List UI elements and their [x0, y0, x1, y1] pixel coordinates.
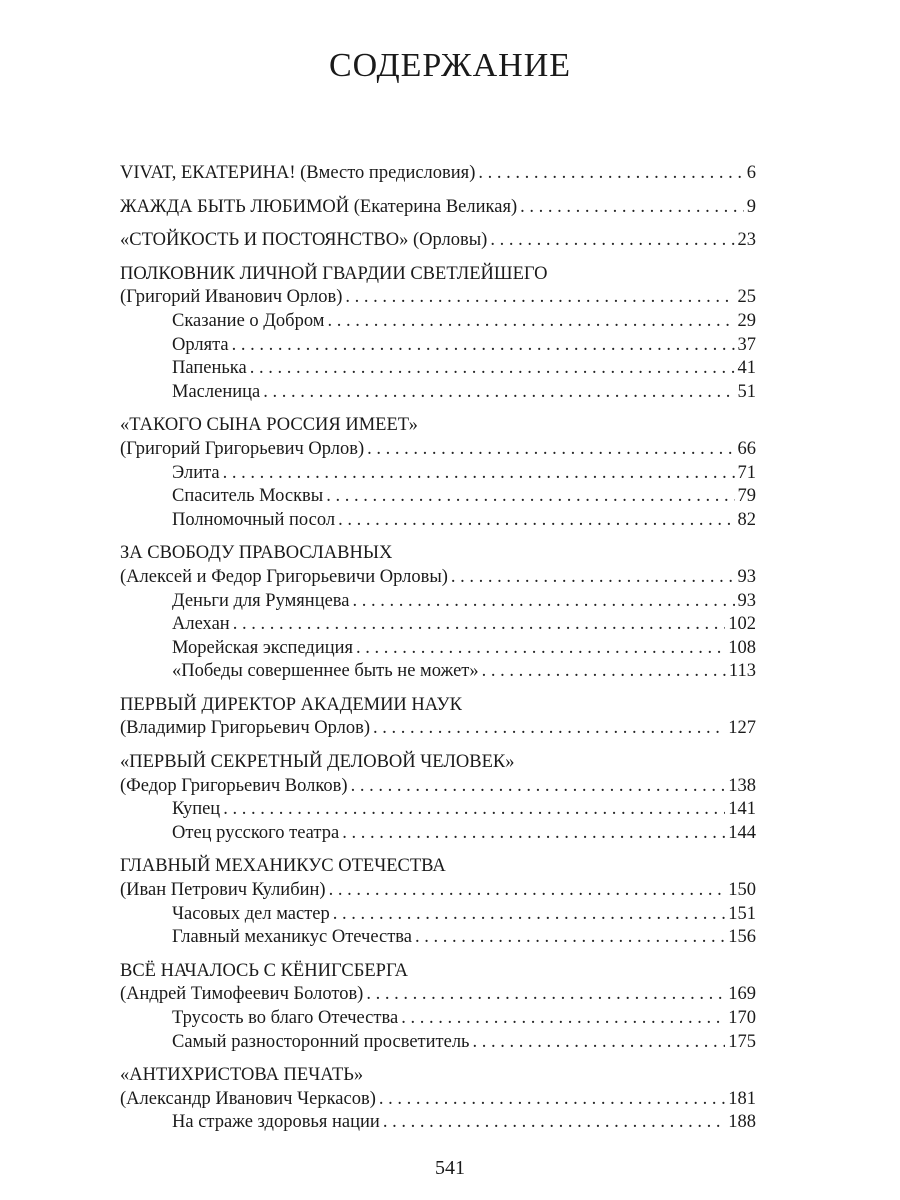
entry-page: 82: [737, 509, 756, 530]
dot-leader: [482, 660, 726, 684]
entry-page: 141: [728, 799, 756, 820]
entry-title: (Федор Григорьевич Волков): [120, 775, 348, 796]
entry-title: (Андрей Тимофеевич Болотов): [120, 984, 364, 1005]
toc-section: [120, 751, 756, 845]
section-heading: ЗА СВОБОДУ ПРАВОСЛАВНЫХ: [120, 543, 393, 564]
entry-page: 9: [746, 196, 756, 217]
section-heading: «АНТИХРИСТОВА ПЕЧАТЬ»: [120, 1065, 364, 1086]
dot-leader: [233, 613, 726, 637]
toc-entry: [120, 566, 756, 590]
toc-subentry: [120, 926, 756, 950]
entry-page: 108: [728, 637, 756, 658]
dot-leader: [223, 798, 725, 822]
dot-leader: [379, 1088, 725, 1112]
entry-title: Алехан: [172, 614, 230, 635]
toc-subentry: [120, 637, 756, 661]
dot-leader: [373, 717, 725, 741]
toc-section: [120, 542, 756, 684]
entry-page: 71: [737, 462, 756, 483]
entry-title: Часовых дел мастер: [172, 903, 330, 924]
entry-page: 37: [737, 334, 756, 355]
toc-subentry: [120, 613, 756, 637]
entry-page: 66: [737, 438, 756, 459]
section-heading: ВСЁ НАЧАЛОСЬ С КЁНИГСБЕРГА: [120, 960, 408, 981]
entry-title: Спаситель Москвы: [172, 486, 324, 507]
toc-subentry: [120, 1031, 756, 1055]
dot-leader: [366, 983, 725, 1007]
toc-section: [120, 1064, 756, 1135]
toc-subentry: [120, 590, 756, 614]
entry-page: 150: [728, 880, 756, 901]
dot-leader: [415, 926, 725, 950]
dot-leader: [478, 162, 743, 186]
toc-section: [120, 414, 756, 532]
dot-leader: [327, 310, 734, 334]
entry-title: Масленица: [172, 381, 261, 402]
entry-page: 29: [737, 310, 756, 331]
dot-leader: [329, 879, 726, 903]
entry-title: Главный механикус Отечества: [172, 927, 413, 948]
entry-title: Сказание о Добром: [172, 310, 325, 331]
entry-title: Деньги для Румянцева: [172, 590, 350, 611]
entry-page: 93: [737, 566, 756, 587]
toc-subentry: [120, 798, 756, 822]
entry-page: 113: [728, 661, 756, 682]
page-title: СОДЕРЖАНИЕ: [328, 47, 572, 84]
entry-title: (Александр Иванович Черкасов): [120, 1088, 376, 1109]
toc-subentry: [120, 660, 756, 684]
section-heading: «ТАКОГО СЫНА РОССИЯ ИМЕЕТ»: [120, 415, 418, 436]
section-heading: ПЕРВЫЙ ДИРЕКТОР АКАДЕМИИ НАУК: [120, 694, 462, 715]
entry-title: ЖАЖДА БЫТЬ ЛЮБИМОЙ (Екатерина Великая): [120, 196, 518, 217]
toc-entry: [120, 983, 756, 1007]
entry-page: 41: [737, 358, 756, 379]
entry-title: Морейская экспедиция: [172, 637, 354, 658]
entry-page: 151: [728, 903, 756, 924]
dot-leader: [520, 196, 744, 220]
toc-section: [120, 855, 756, 949]
dot-leader: [351, 775, 726, 799]
section-heading: ПОЛКОВНИК ЛИЧНОЙ ГВАРДИИ СВЕТЛЕЙШЕГО: [120, 263, 548, 284]
section-heading: ГЛАВНЫЙ МЕХАНИКУС ОТЕЧЕСТВА: [120, 856, 446, 877]
toc-subentry: [120, 1007, 756, 1031]
entry-page: 79: [737, 486, 756, 507]
dot-leader: [367, 438, 734, 462]
entry-title: Орлята: [172, 334, 229, 355]
dot-leader: [401, 1007, 725, 1031]
entry-page: 175: [728, 1031, 756, 1052]
toc-section: [120, 162, 756, 186]
toc-subentry: [120, 381, 756, 405]
entry-title: (Григорий Иванович Орлов): [120, 287, 343, 308]
entry-page: 169: [728, 984, 756, 1005]
toc-entry: [120, 1088, 756, 1112]
toc-section: [120, 196, 756, 220]
dot-leader: [263, 381, 734, 405]
toc-subentry: [120, 485, 756, 509]
entry-title: Купец: [172, 799, 221, 820]
dot-leader: [342, 822, 725, 846]
dot-leader: [490, 229, 734, 253]
entry-title: На страже здоровья нации: [172, 1112, 380, 1133]
toc-entry: [120, 879, 756, 903]
toc-subentry: [120, 310, 756, 334]
toc-entry: [120, 717, 756, 741]
dot-leader: [353, 590, 735, 614]
entry-title: «Победы совершеннее быть не может»: [172, 661, 479, 682]
toc-entry: [120, 286, 756, 310]
entry-page: 156: [728, 927, 756, 948]
entry-page: 188: [728, 1112, 756, 1133]
entry-title: «СТОЙКОСТЬ И ПОСТОЯНСТВО» (Орловы): [120, 230, 488, 251]
dot-leader: [451, 566, 735, 590]
toc-subentry: [120, 1111, 756, 1135]
toc-subentry: [120, 462, 756, 486]
entry-page: 127: [728, 718, 756, 739]
dot-leader: [223, 462, 735, 486]
entry-page: 93: [737, 590, 756, 611]
toc-entry: [120, 162, 756, 186]
entry-page: 23: [737, 230, 756, 251]
section-heading: «ПЕРВЫЙ СЕКРЕТНЫЙ ДЕЛОВОЙ ЧЕЛОВЕК»: [120, 752, 515, 773]
table-of-contents: [120, 162, 756, 1145]
toc-entry: [120, 438, 756, 462]
entry-title: Самый разносторонний просветитель: [172, 1031, 470, 1052]
entry-title: (Алексей и Федор Григорьевичи Орловы): [120, 566, 448, 587]
toc-entry: [120, 196, 756, 220]
dot-leader: [232, 334, 735, 358]
entry-page: 170: [728, 1008, 756, 1028]
page-number: 541: [435, 1157, 465, 1179]
entry-title: (Владимир Григорьевич Орлов): [120, 718, 371, 739]
entry-title: (Иван Петрович Кулибин): [120, 880, 326, 901]
toc-entry: [120, 229, 756, 253]
entry-title: Отец русского театра: [172, 822, 340, 843]
toc-section: [120, 263, 756, 405]
entry-page: 138: [728, 775, 756, 796]
entry-page: 25: [737, 287, 756, 308]
toc-section: [120, 694, 756, 741]
entry-title: Трусость во благо Отечества: [172, 1008, 399, 1028]
entry-page: 144: [728, 822, 756, 843]
entry-title: (Григорий Григорьевич Орлов): [120, 438, 365, 459]
entry-title: Папенька: [172, 358, 247, 379]
dot-leader: [383, 1111, 725, 1135]
entry-title: Элита: [172, 462, 220, 483]
toc-subentry: [120, 822, 756, 846]
entry-page: 51: [737, 381, 756, 402]
toc-section: [120, 960, 756, 1054]
toc-subentry: [120, 357, 756, 381]
dot-leader: [356, 637, 725, 661]
dot-leader: [345, 286, 734, 310]
entry-title: Полномочный посол: [172, 509, 336, 530]
dot-leader: [250, 357, 735, 381]
toc-entry: [120, 775, 756, 799]
entry-title: VIVAT, ЕКАТЕРИНА! (Вместо предисловия): [120, 163, 476, 183]
toc-subentry: [120, 334, 756, 358]
entry-page: 6: [746, 163, 756, 183]
dot-leader: [338, 509, 734, 533]
dot-leader: [326, 485, 734, 509]
toc-section: [120, 229, 756, 253]
toc-subentry: [120, 903, 756, 927]
toc-subentry: [120, 509, 756, 533]
dot-leader: [472, 1031, 725, 1055]
entry-page: 181: [728, 1088, 756, 1109]
dot-leader: [333, 903, 725, 927]
entry-page: 102: [728, 614, 756, 635]
